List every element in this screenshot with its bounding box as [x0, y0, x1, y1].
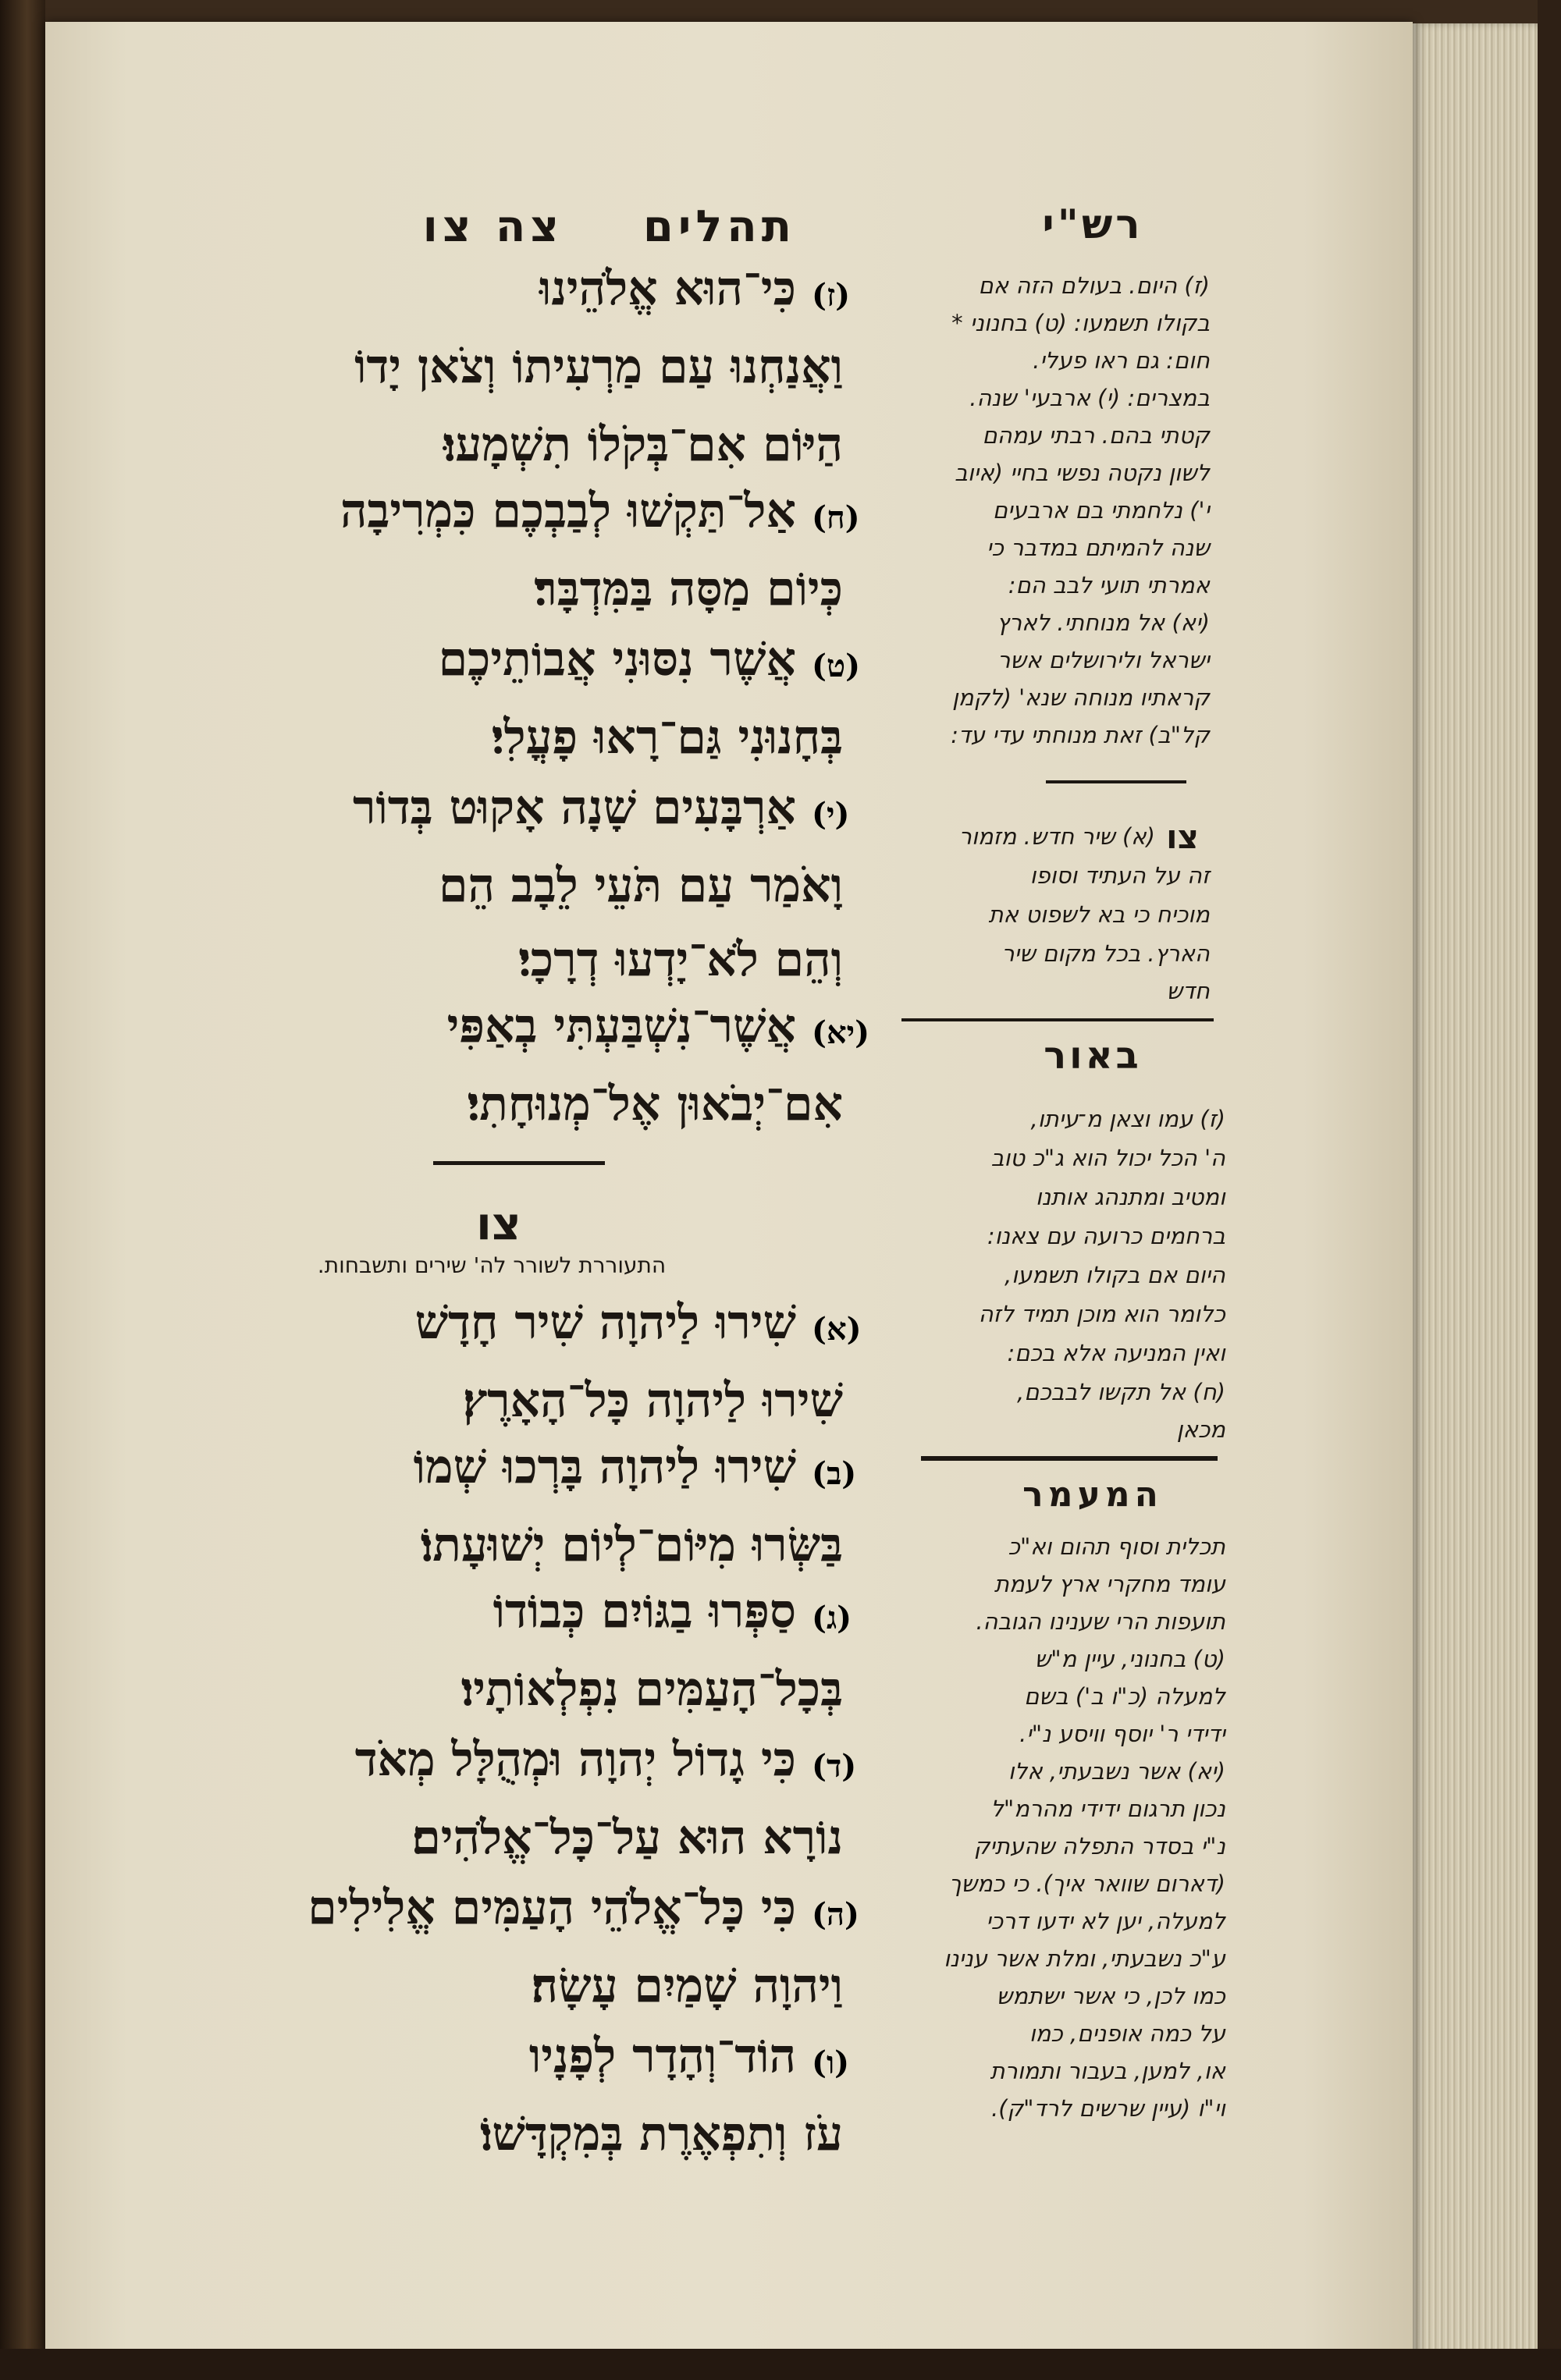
commentary-line: קל"ב) זאת מנוחתי עדי עד:: [951, 722, 1210, 748]
verse-line: וְהֵם לֹא־יָדְעוּ דְרָכָי׃: [518, 932, 843, 987]
verse-line: אַרְבָּעִים שָׁנָה אָקוּט בְּדוֹר: [352, 780, 796, 835]
commentary-line: בקולו תשמעו: (ט) בחנוני *: [951, 310, 1210, 336]
commentary-line: כלומר הוא מוכן תמיד לזה: [978, 1301, 1225, 1327]
book-binding-bottom: [0, 2349, 1561, 2380]
chapter-number: צו: [476, 1197, 521, 1250]
commentary-line: ברחמים כרועה עם צאנו:: [987, 1223, 1225, 1249]
verse-number: (י): [812, 796, 850, 833]
verse-line: וַאֲנַחְנוּ עַם מַרְעִיתוֹ וְצֹאן יָדוֹ: [354, 339, 843, 394]
verse-line: וָאֹמַר עַם תֹּעֵי לֵבָב הֵם: [439, 858, 843, 913]
rashi-title: רש"י: [1042, 201, 1143, 248]
commentary-line: קראתיו מנוחה שנא' (לקמן: [951, 684, 1210, 711]
commentary-line: ומטיב ומתנהג אותנו: [1035, 1184, 1225, 1210]
verse-line: בְּחָנוּנִי גַּם־רָאוּ פָעֳלִי׃: [491, 710, 843, 765]
verse-number: (ט): [812, 648, 861, 684]
verse-line: כִּי גָדוֹל יְהוָה וּמְהֻלָּל מְאֹד: [354, 1732, 796, 1787]
verse-line: כְּיוֹם מַסָּה בַּמִּדְבָּר׃: [534, 562, 843, 616]
verse-line: אֲשֶׁר נִסּוּנִי אֲבוֹתֵיכֶם: [438, 632, 796, 687]
running-head: [250, 201, 796, 252]
verse-number: (ד): [812, 1748, 857, 1785]
verse-line: בַּשְּׂרוּ מִיּוֹם־לְיוֹם יְשׁוּעָתוֹ׃: [420, 1518, 843, 1572]
verse-line: אֲשֶׁר־נִשְׁבַּעְתִּי בְאַפִּי: [446, 999, 796, 1053]
verse-line: שִׁירוּ לַיהוָה בָּרְכוּ שְׁמוֹ: [413, 1440, 796, 1494]
commentary-line: זה על העתיד וסופו: [1029, 862, 1210, 889]
verse-line: וַיהוָה שָׁמַיִם עָשָׂה׃: [531, 1959, 843, 2013]
book-binding-right: [1538, 0, 1561, 2380]
commentary-line: שנה להמיתם במדבר כי: [987, 535, 1210, 561]
commentary-line: ה' הכל יכול הוא ג"כ טוב: [990, 1145, 1225, 1171]
commentary-divider: [1046, 780, 1186, 783]
verse-line: סַפְּרוּ בַגּוֹיִם כְּבוֹדוֹ: [492, 1584, 796, 1639]
verse-number: (ז): [812, 277, 851, 314]
commentary-divider: [901, 1018, 1214, 1021]
page-edges: [1413, 23, 1538, 2357]
commentary-line: הארץ. בכל מקום שיר: [1001, 940, 1210, 967]
commentary-divider: [921, 1456, 1218, 1461]
commentary-line: וי"ו (עיין שרשים לרד"ק).: [991, 2095, 1225, 2122]
commentary-line: לשון נקטה נפשי בחיי (איוב: [955, 460, 1210, 486]
running-head-title: תהלים: [642, 201, 796, 252]
commentary-line: (יא) אשר נשבעתי, אלו: [1008, 1758, 1225, 1785]
commentary-line: אמרתי תועי לבב הם:: [1008, 572, 1210, 599]
commentary-line: (יא) אל מנוחתי. לארץ: [997, 609, 1210, 636]
commentary-line: תכלית וסוף תהום וא"כ: [1008, 1533, 1225, 1560]
commentary-line: ידידי ר' יוסף וויסע נ"י.: [1019, 1721, 1225, 1747]
running-head-chapters: צה צו: [422, 201, 564, 252]
commentary-line: חום: גם ראו פעלי.: [1033, 347, 1210, 374]
commentary-line: (ז) עמו וצאן מ־עיתו,: [1030, 1106, 1225, 1132]
commentary-line: היום אם בקולו תשמעו,: [1004, 1262, 1225, 1288]
book-binding-left: [0, 0, 45, 2380]
verse-number: (א): [812, 1311, 862, 1348]
chapter-description: התעוררת לשורר לה' שירים ותשבחות.: [317, 1252, 667, 1278]
commentary-line: כמו לכן, כי אשר ישתמש: [996, 1983, 1225, 2009]
verse-line: אִם־יְבֹאוּן אֶל־מְנוּחָתִי׃: [467, 1077, 843, 1131]
verse-number: (ב): [812, 1455, 857, 1492]
commentary-line: י') נלחמתי בם ארבעים: [992, 497, 1210, 524]
verse-number: (ח): [812, 499, 860, 536]
verse-line: כִּי כָּל־אֱלֹהֵי הָעַמִּים אֱלִילִים: [308, 1881, 796, 1935]
commentary-line: חדש: [1166, 978, 1210, 1004]
commentary-line: (א) שיר חדש. מזמור: [958, 823, 1155, 850]
commentary-line: או, למען, בעבור ותמורת: [990, 2058, 1225, 2084]
commentary-line: תועפות הרי שענינו הגובה.: [976, 1608, 1225, 1635]
commentary-line: במצרים: (י) ארבעי' שנה.: [969, 385, 1210, 411]
commentary-line: (ז) היום. בעולם הזה אם: [978, 272, 1210, 299]
commentary-line: ואין המניעה אלא בכם:: [1007, 1340, 1225, 1366]
verse-line: שִׁירוּ לַיהוָה שִׁיר חָדָשׁ: [414, 1295, 796, 1350]
verse-line: נוֹרָא הוּא עַל־כָּל־אֱלֹהִים׃: [411, 1810, 843, 1865]
commentary-line: עומד מחקרי ארץ לעמת: [994, 1571, 1225, 1597]
verse-line: אַל־תַּקְשׁוּ לְבַבְכֶם כִּמְרִיבָה: [340, 484, 796, 538]
verse-number: (ו): [812, 2044, 850, 2081]
commentary-line: (ט) בחנוני, עיין מ"ש: [1034, 1646, 1225, 1672]
verse-line: בְּכָל־הָעַמִּים נִפְלְאוֹתָיו׃: [460, 1662, 843, 1717]
commentary-line: נ"י בסדר התפלה שהעתיק: [973, 1833, 1225, 1860]
commentary-line: למעלה (כ"ו ב') בשם: [1024, 1683, 1225, 1710]
verse-number: (ג): [812, 1600, 852, 1636]
commentary-line: ישראל ולירושלים אשר: [997, 647, 1210, 673]
verse-line: הוֹד־וְהָדָר לְפָנָיו: [528, 2029, 796, 2083]
commentary-line: נכון תרגום ידידי מהרמ"ל: [990, 1796, 1225, 1822]
commentary-line: (דארום שוואר איך). כי כמשך: [949, 1870, 1225, 1897]
commentary-line: (ח) אל תקשו לבבכם,: [1017, 1379, 1225, 1405]
commentary-line: למעלה, יען לא ידעו דרכי: [986, 1908, 1225, 1934]
commentary-line: ע"כ נשבעתי, ומלת אשר ענינו: [944, 1945, 1225, 1972]
verse-number: (ה): [812, 1896, 859, 1933]
commentary-line: קטתי בהם. רבתי עמהם: [982, 422, 1210, 449]
commentary-line: מוכיח כי בא לשפוט את: [988, 901, 1210, 928]
verse-line: הַיּוֹם אִם־בְּקֹלוֹ תִשְׁמָעוּ׃: [443, 417, 843, 472]
verse-line: כִּי־הוּא אֱלֹהֵינוּ: [539, 261, 796, 316]
commentary-line: על כמה אופנים, כמו: [1029, 2020, 1225, 2047]
biur-title: באור: [1044, 1034, 1142, 1078]
verse-number: (יא): [812, 1014, 870, 1051]
rashi-chapter-mark: צו: [1166, 818, 1199, 856]
hameamer-title: המעמר: [1022, 1475, 1163, 1515]
verse-line: עֹז וְתִפְאֶרֶת בְּמִקְדָּשׁוֹ׃: [480, 2107, 843, 2162]
commentary-line: מכאן: [1176, 1416, 1225, 1443]
chapter-divider: [433, 1161, 605, 1165]
verse-line: שִׁירוּ לַיהוָה כָּל־הָאָרֶץ׃: [462, 1373, 843, 1428]
